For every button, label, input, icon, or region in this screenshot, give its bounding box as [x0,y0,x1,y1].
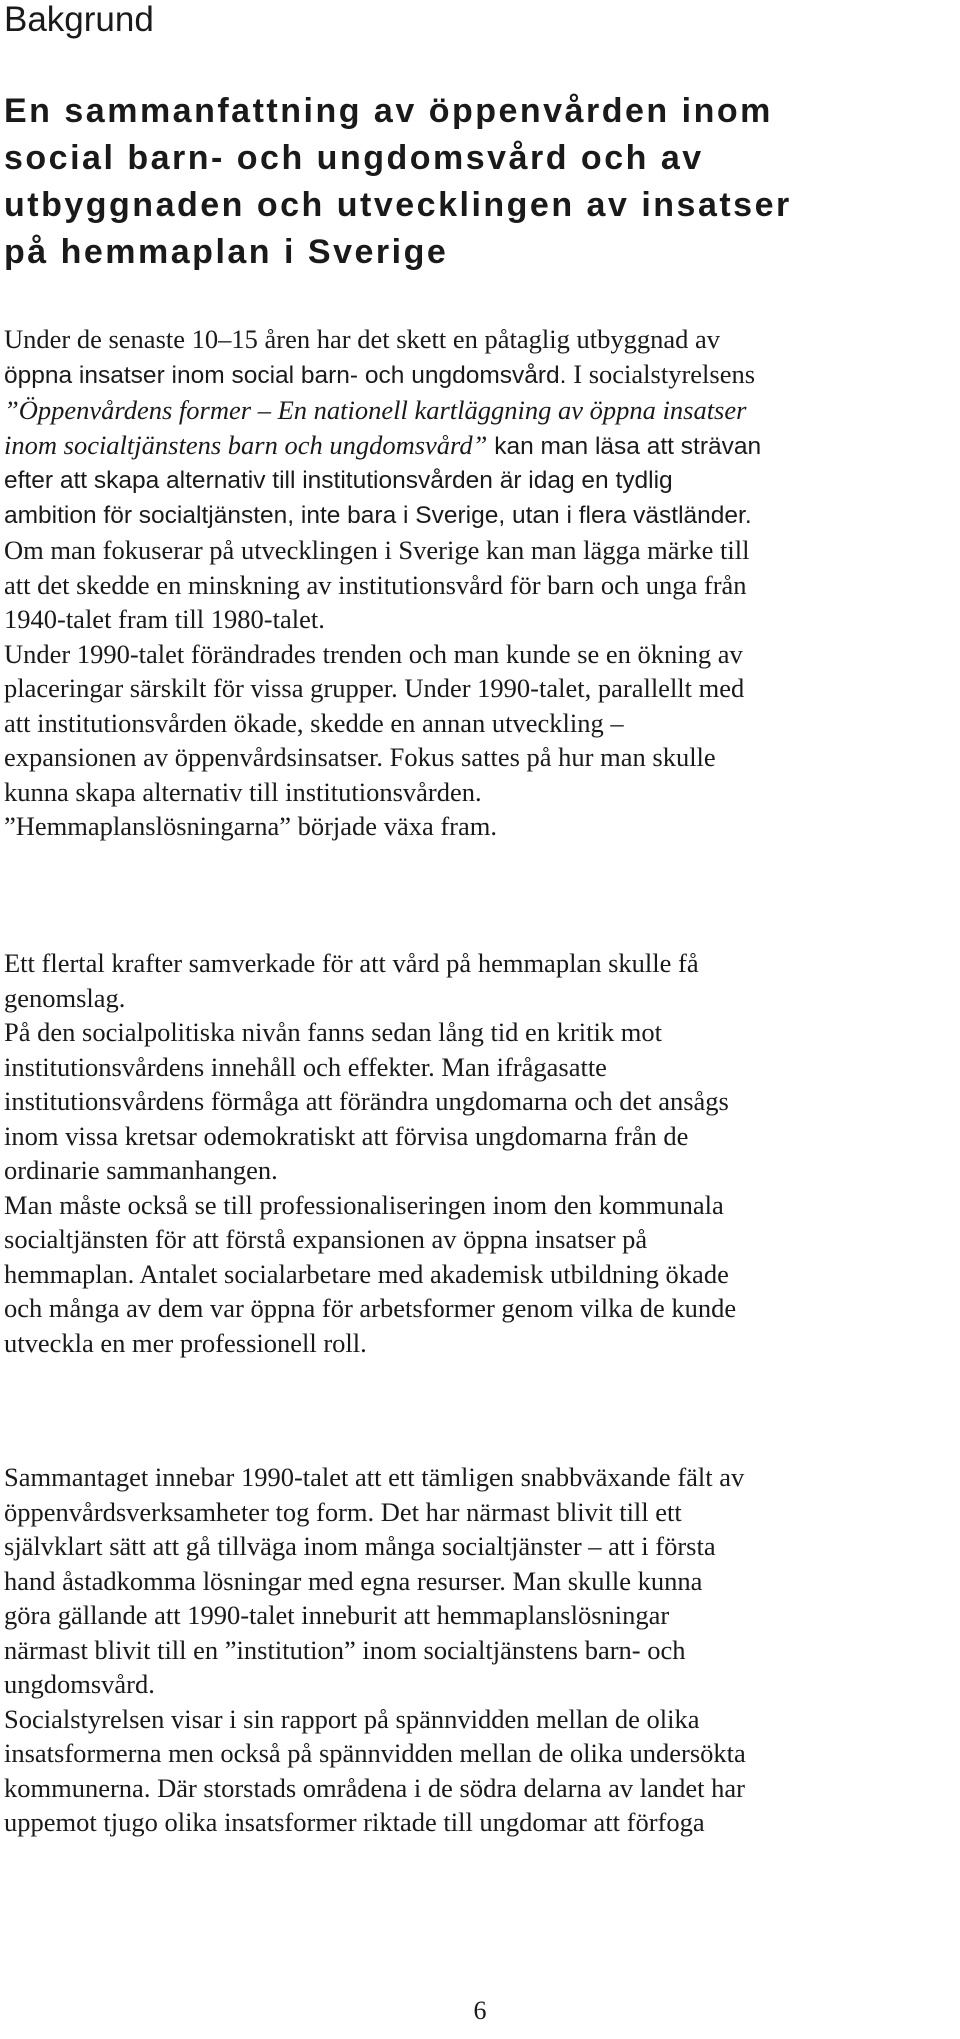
text-line: Socialstyrelsen visar i sin rapport på spännvidden mellan de olika [4,1703,700,1734]
heading-line: på hemmaplan i Sverige [4,233,449,271]
text-line: institutionsvårdens innehåll och effekter. Man ifrågasatte [4,1051,607,1082]
text-line: efter att skapa alternativ till institutionsvården är idag en tydlig [4,467,673,494]
text-line: På den socialpolitiska nivån fanns sedan lång tid en kritik mot [4,1017,662,1047]
text-line: genomslag. [4,982,126,1013]
text-line: utveckla en mer professionell roll. [4,1327,367,1358]
text-line: inom vissa kretsar odemokratiskt att förvisa ungdomarna från de [4,1120,689,1151]
text-line: hand åstadkomma lösningar med egna resurser. Man skulle kunna [4,1565,703,1596]
paragraph-forces [4,946,954,1360]
text-line [4,428,954,465]
paragraph-intro [4,322,954,844]
heading-line: utbyggnaden och utvecklingen av insatser [4,186,792,224]
text-line: institutionsvårdens förmåga att förändra ungdomarna och det ansågs [4,1086,729,1116]
text-line [4,357,954,394]
text-line: göra gällande att 1990-talet inneburit att hemmaplanslösningar [4,1600,670,1630]
report-title-line: ”Öppenvårdens former – En nationell kartläggning av öppna insatser [4,395,747,425]
section-title: Bakgrund [4,0,154,39]
text-line: Under de senaste 10–15 åren har det skett en påtaglig utbyggnad av [4,324,721,354]
text-line: Under 1990-talet förändrades trenden och man kunde se en ökning av [4,638,743,669]
heading-line: social barn- och ungdomsvård och av [4,139,704,177]
text-line: expansionen av öppenvårdsinsatser. Fokus sattes på hur man skulle [4,742,716,772]
text-line: närmast blivit till en ”institution” inom socialtjänstens barn- och [4,1634,686,1665]
text-line: Man måste också se till professionaliseringen inom den kommunala [4,1189,724,1220]
heading-line: En sammanfattning av öppenvården inom [4,92,773,130]
text-line: ambition för socialtjänsten, inte bara i Sverige, utan i flera västländer. [4,501,752,529]
text-line: placeringar särskilt för vissa grupper. Under 1990-talet, parallellt med [4,673,745,703]
text-line: ”Hemmaplanslösningarna” började växa fram. [4,811,497,841]
text-line: Sammantaget innebar 1990-talet att ett tämligen snabbväxande fält av [4,1462,745,1492]
text-line: Om man fokuserar på utvecklingen i Sverige kan man lägga märke till [4,535,750,565]
text-line: uppemot tjugo olika insatsformer riktade till ungdomar att förfoga [4,1807,705,1837]
text-run: öppna insatser inom social barn- och ungdomsvård. [4,361,574,389]
text-line: socialtjänsten för att förstå expansionen av öppna insatser på [4,1224,648,1254]
text-line: att institutionsvården ökade, skedde en annan utveckling – [4,707,624,738]
text-line: 1940-talet fram till 1980-talet. [4,604,325,634]
text-run: kan man läsa att strävan [487,432,762,460]
text-line: kunna skapa alternativ till institutionsvården. [4,776,482,807]
text-line: insatsformerna men också på spännvidden mellan de olika undersökta [4,1738,746,1768]
page-number: 6 [473,1996,487,2025]
text-line: och många av dem var öppna för arbetsformer genom vilka de kunde [4,1293,737,1323]
text-line: självklart sätt att gå tillväga inom många socialtjänster – att i första [4,1531,716,1561]
text-line: hemmaplan. Antalet socialarbetare med akademisk utbildning ökade [4,1258,729,1289]
paragraph-summary [4,1460,954,1840]
document-heading [4,88,954,276]
text-line: Ett flertal krafter samverkade för att vård på hemmaplan skulle få [4,948,699,978]
text-line: öppenvårdsverksamheter tog form. Det har närmast blivit till ett [4,1496,682,1527]
report-title-run: inom socialtjänstens barn och ungdomsvård” [4,429,488,460]
text-line: kommunerna. Där storstads områdena i de södra delarna av landet har [4,1772,745,1803]
text-line: ungdomsvård. [4,1669,155,1699]
text-run: I socialstyrelsens [573,358,756,389]
text-line: ordinarie sammanhangen. [4,1155,278,1185]
text-line: att det skedde en minskning av institutionsvård för barn och unga från [4,569,747,600]
